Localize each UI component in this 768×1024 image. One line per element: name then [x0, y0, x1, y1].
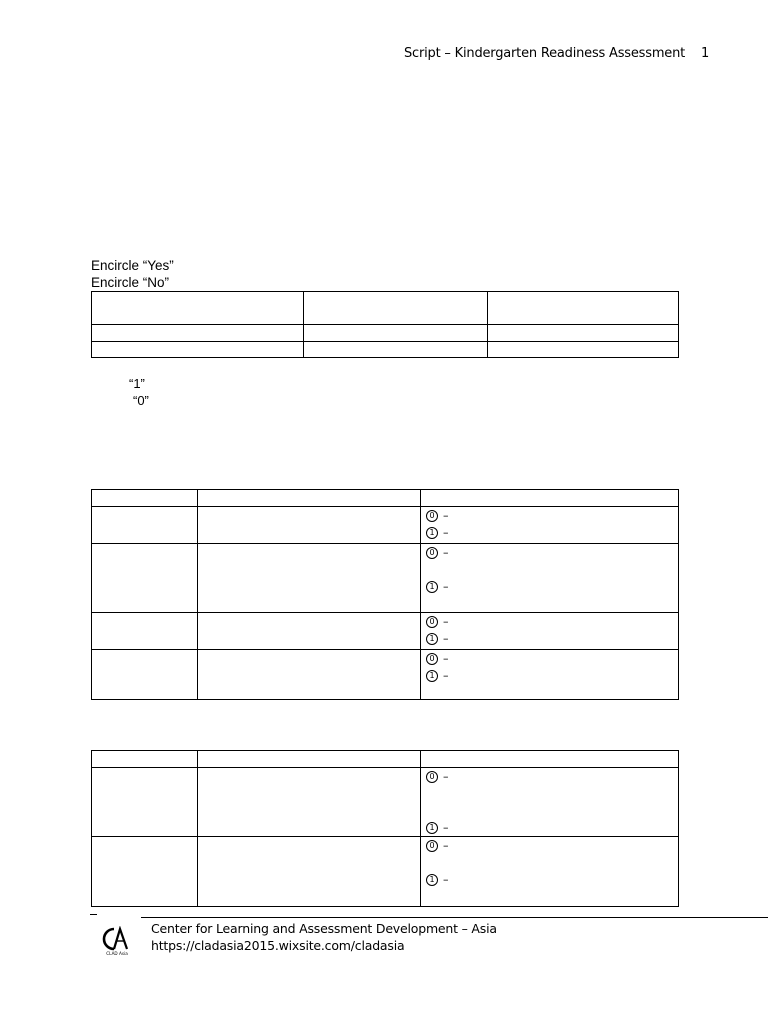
- score-dash: –: [443, 873, 449, 886]
- table-cell: [304, 325, 488, 342]
- table-cell: [421, 490, 679, 507]
- table-cell: [92, 837, 198, 907]
- score-option-0[interactable]: [426, 544, 678, 561]
- circled-zero-icon: 0: [426, 771, 438, 783]
- table-cell: [92, 751, 198, 768]
- score-dash: –: [443, 526, 449, 539]
- table-cell: [198, 507, 421, 544]
- header-title: Script – Kindergarten Readiness Assessment: [404, 46, 686, 61]
- footer-divider: [141, 917, 768, 918]
- score-zero-label: “0”: [133, 393, 149, 408]
- circled-zero-icon: 0: [426, 616, 438, 628]
- score-option-1[interactable]: [426, 667, 678, 684]
- score-cell: [421, 837, 679, 907]
- circled-one-icon: 1: [426, 527, 438, 539]
- score-option-1[interactable]: [426, 578, 678, 595]
- score-cell: [421, 507, 679, 544]
- score-option-1[interactable]: [426, 871, 678, 888]
- clad-logo-icon: [100, 926, 134, 956]
- score-option-1[interactable]: [426, 630, 678, 647]
- score-dash: –: [443, 839, 449, 852]
- table-cell: [92, 544, 198, 613]
- score-option-0[interactable]: [426, 613, 678, 630]
- table-cell: [92, 613, 198, 650]
- table-cell: [92, 490, 198, 507]
- score-option-1[interactable]: [426, 819, 678, 836]
- response-table: [91, 291, 679, 358]
- score-option-0[interactable]: [426, 837, 678, 854]
- table-cell: [198, 490, 421, 507]
- score-option-0[interactable]: [426, 768, 678, 785]
- score-cell: [421, 544, 679, 613]
- circled-one-icon: 1: [426, 874, 438, 886]
- score-option-0[interactable]: [426, 650, 678, 667]
- circled-one-icon: 1: [426, 822, 438, 834]
- score-dash: –: [443, 580, 449, 593]
- circled-zero-icon: 0: [426, 653, 438, 665]
- circled-one-icon: 1: [426, 633, 438, 645]
- footer-url[interactable]: https://cladasia2015.wixsite.com/cladasia: [151, 938, 405, 953]
- score-dash: –: [443, 509, 449, 522]
- table-cell: [198, 650, 421, 700]
- table-cell: [92, 507, 198, 544]
- score-option-0[interactable]: [426, 507, 678, 524]
- circled-one-icon: 1: [426, 670, 438, 682]
- score-dash: –: [443, 546, 449, 559]
- score-dash: –: [443, 615, 449, 628]
- score-dash: –: [443, 669, 449, 682]
- score-dash: –: [443, 770, 449, 783]
- table-cell: [92, 768, 198, 837]
- table-cell: [198, 768, 421, 837]
- table-cell: [92, 650, 198, 700]
- circled-zero-icon: 0: [426, 547, 438, 559]
- score-dash: –: [443, 821, 449, 834]
- table-cell: [488, 325, 679, 342]
- logo-caption: CLAD Asia: [106, 951, 128, 956]
- table-cell: [304, 292, 488, 325]
- table-cell: [92, 325, 304, 342]
- table-cell: [198, 837, 421, 907]
- footnote-mark: [90, 914, 97, 915]
- circled-zero-icon: 0: [426, 840, 438, 852]
- table-cell: [198, 544, 421, 613]
- table-cell: [488, 292, 679, 325]
- score-dash: –: [443, 632, 449, 645]
- table-cell: [92, 292, 304, 325]
- page-number: 1: [701, 46, 710, 61]
- table-cell: [198, 613, 421, 650]
- table-cell: [198, 751, 421, 768]
- table-cell: [304, 342, 488, 358]
- encircle-no-instruction: Encircle “No”: [91, 275, 170, 290]
- footer-organization: Center for Learning and Assessment Development – Asia: [151, 921, 497, 936]
- circled-one-icon: 1: [426, 581, 438, 593]
- score-option-1[interactable]: [426, 524, 678, 541]
- page-header: [404, 46, 709, 61]
- score-one-label: “1”: [129, 376, 145, 391]
- table-cell: [488, 342, 679, 358]
- circled-zero-icon: 0: [426, 510, 438, 522]
- score-cell: [421, 613, 679, 650]
- table-cell: [92, 342, 304, 358]
- score-dash: –: [443, 652, 449, 665]
- footer-text: [151, 920, 497, 954]
- score-cell: [421, 768, 679, 837]
- score-cell: [421, 650, 679, 700]
- scoring-table-2: [91, 750, 679, 907]
- scoring-table-1: [91, 489, 679, 700]
- table-cell: [421, 751, 679, 768]
- encircle-yes-instruction: Encircle “Yes”: [91, 258, 174, 273]
